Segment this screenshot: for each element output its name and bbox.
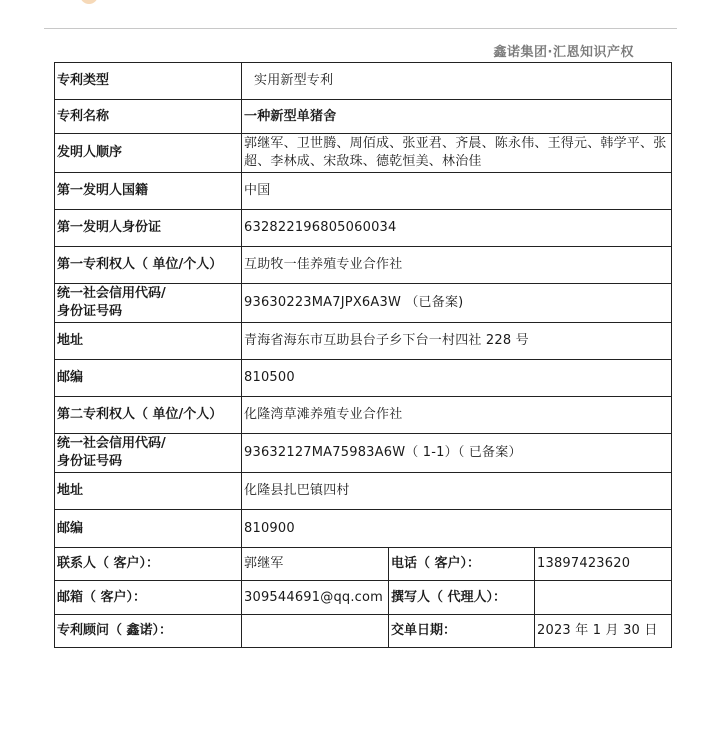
row-first-inventor-id xyxy=(55,210,672,247)
label-second-postcode: 邮编 xyxy=(55,510,242,548)
brand-logo-mark xyxy=(80,0,98,4)
label-first-credit-code: 统一社会信用代码/ 身份证号码 xyxy=(55,284,242,323)
label-second-credit-code: 统一社会信用代码/ 身份证号码 xyxy=(55,434,242,473)
value-first-patentee: 互助牧一佳养殖专业合作社 xyxy=(242,247,672,284)
label-second-address: 地址 xyxy=(55,473,242,510)
value-first-credit-code: 93630223MA7JPX6A3W （已备案) xyxy=(242,284,672,323)
label-consultant: 专利顾问（ 鑫诺）： xyxy=(55,615,242,648)
row-first-patentee xyxy=(55,247,672,284)
value-patent-name: 一种新型单猪舍 xyxy=(242,100,672,134)
label-submit-date: 交单日期： xyxy=(389,615,535,648)
label-first-address: 地址 xyxy=(55,323,242,360)
value-second-postcode: 810900 xyxy=(242,510,672,548)
value-second-patentee: 化隆湾草滩养殖专业合作社 xyxy=(242,397,672,434)
value-first-postcode: 810500 xyxy=(242,360,672,397)
label-first-inventor-nationality: 第一发明人国籍 xyxy=(55,173,242,210)
label-contact: 联系人（ 客户）： xyxy=(55,548,242,581)
row-second-postcode xyxy=(55,510,672,548)
label-patent-type: 专利类型 xyxy=(55,63,242,100)
patent-application-form xyxy=(54,62,672,648)
row-inventors xyxy=(55,134,672,173)
label-phone: 电话（ 客户）： xyxy=(389,548,535,581)
label-first-postcode: 邮编 xyxy=(55,360,242,397)
label-inventors: 发明人顺序 xyxy=(55,134,242,173)
row-contact xyxy=(55,548,672,581)
header-divider xyxy=(44,28,677,29)
row-first-postcode xyxy=(55,360,672,397)
row-consultant xyxy=(55,615,672,648)
row-email xyxy=(55,581,672,615)
row-first-address xyxy=(55,323,672,360)
value-second-address: 化隆县扎巴镇四村 xyxy=(242,473,672,510)
value-writer xyxy=(535,581,672,615)
value-second-credit-code: 93632127MA75983A6W（ 1-1）（ 已备案） xyxy=(242,434,672,473)
row-patent-type xyxy=(55,63,672,100)
value-patent-type: 实用新型专利 xyxy=(242,63,672,100)
value-submit-date: 2023 年 1 月 30 日 xyxy=(535,615,672,648)
label-second-patentee: 第二专利权人（ 单位/个人） xyxy=(55,397,242,434)
label-email: 邮箱（ 客户）： xyxy=(55,581,242,615)
value-first-inventor-id: 632822196805060034 xyxy=(242,210,672,247)
value-first-address: 青海省海东市互助县台子乡下台一村四社 228 号 xyxy=(242,323,672,360)
value-contact: 郭继军 xyxy=(242,548,389,581)
row-patent-name xyxy=(55,100,672,134)
row-first-inventor-nationality xyxy=(55,173,672,210)
label-patent-name: 专利名称 xyxy=(55,100,242,134)
value-inventors: 郭继军、卫世腾、周佰成、张亚君、齐晨、陈永伟、王得元、韩学平、张超、李林成、宋敌珠、德乾恒美、林治佳 xyxy=(242,134,672,173)
value-consultant xyxy=(242,615,389,648)
label-first-inventor-id: 第一发明人身份证 xyxy=(55,210,242,247)
row-second-credit-code xyxy=(55,434,672,473)
row-first-credit-code xyxy=(55,284,672,323)
value-email: 309544691@qq.com xyxy=(242,581,389,615)
label-first-patentee: 第一专利权人（ 单位/个人） xyxy=(55,247,242,284)
brand-name: 鑫诺集团·汇恩知识产权 xyxy=(493,45,634,60)
value-phone: 13897423620 xyxy=(535,548,672,581)
row-second-patentee xyxy=(55,397,672,434)
row-second-address xyxy=(55,473,672,510)
label-writer: 撰写人（ 代理人）： xyxy=(389,581,535,615)
value-first-inventor-nationality: 中国 xyxy=(242,173,672,210)
